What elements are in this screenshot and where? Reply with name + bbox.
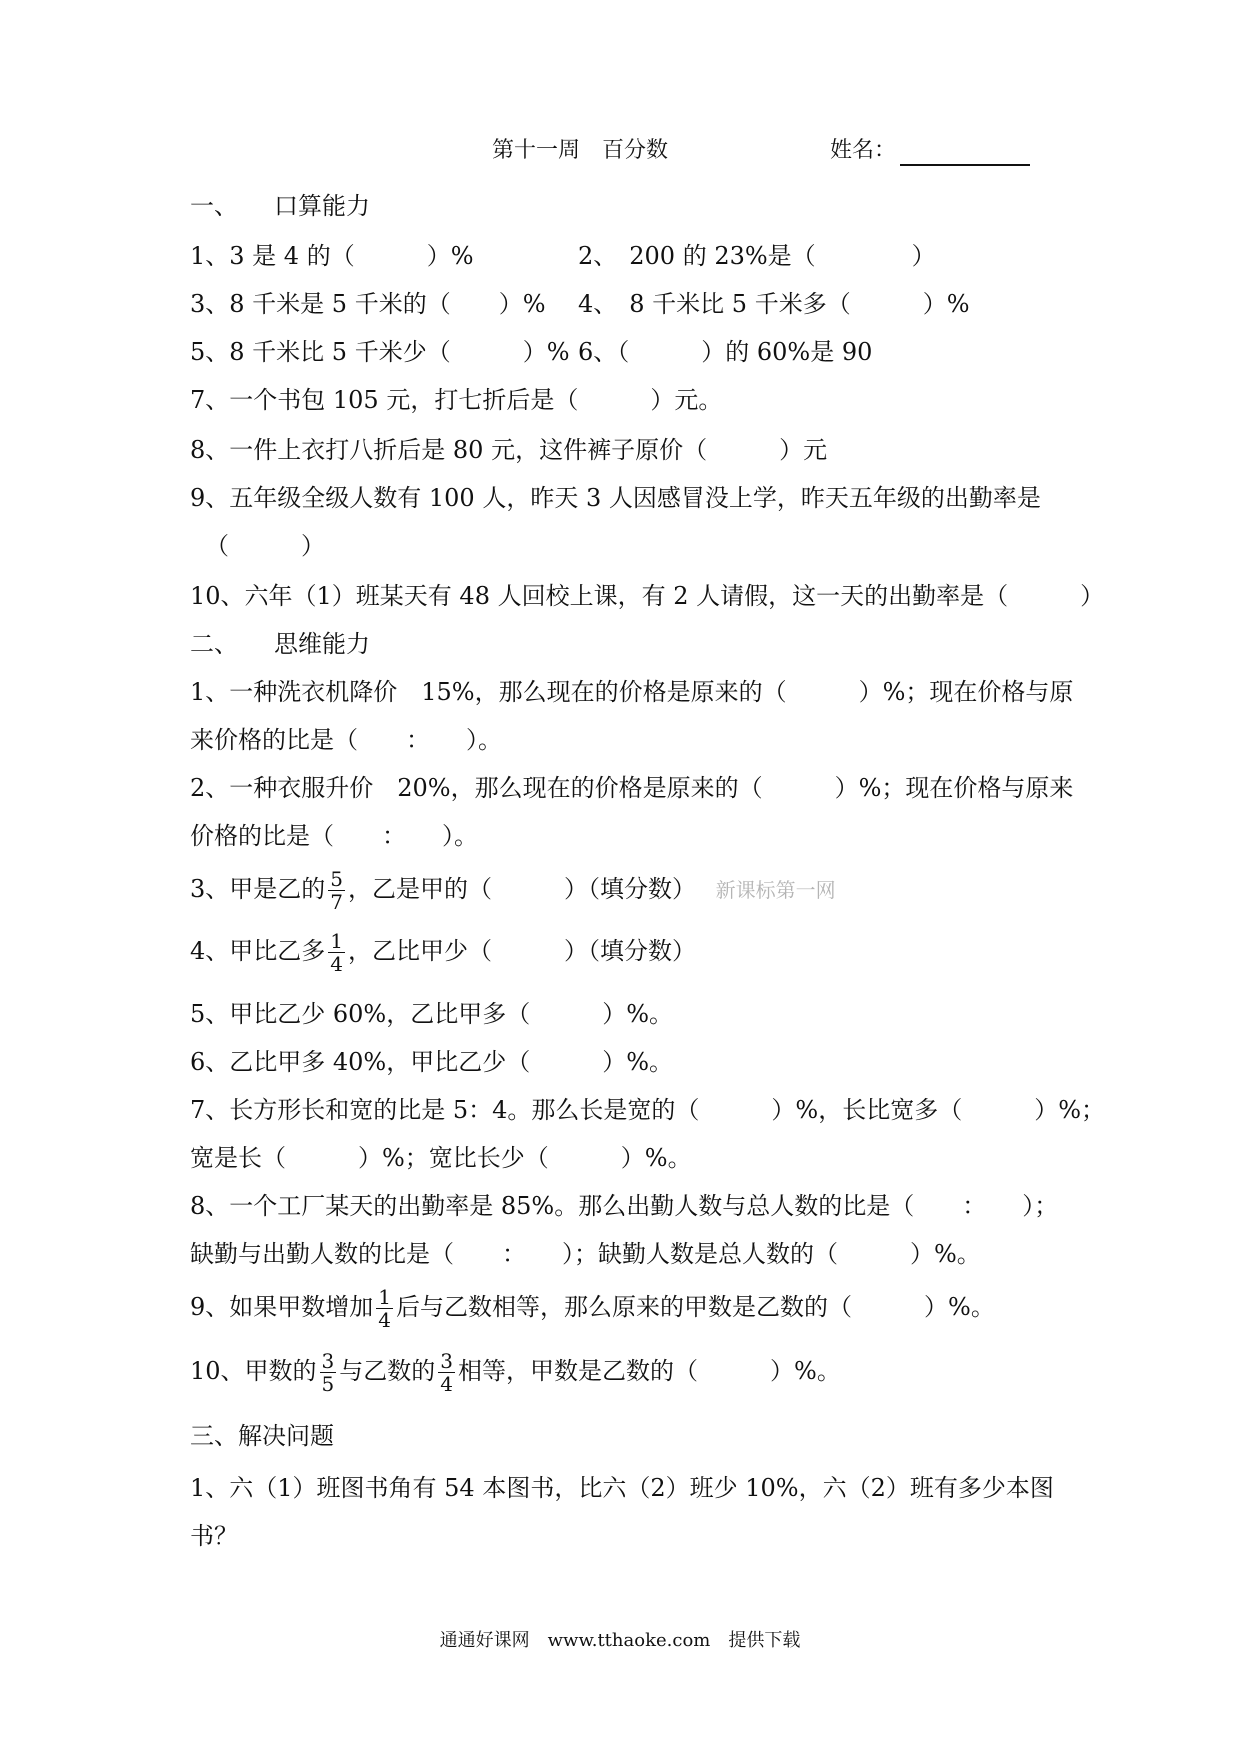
fraction-numerator: 3: [440, 1349, 454, 1373]
s1-question-2: 2、 200 的 23%是（ ）: [578, 242, 936, 270]
s1-question-6: 6、（ ）的 60%是 90: [578, 338, 873, 366]
fraction-numerator: 5: [330, 867, 344, 891]
s1-question-4: 4、 8 千米比 5 千米多（ ）%: [578, 290, 970, 318]
s2-q10-text-mid: 与乙数的: [339, 1357, 436, 1385]
section-3-title: 三、解决问题: [190, 1422, 334, 1450]
s2-question-6: 6、乙比甲多 40%，甲比乙少（ ）%。: [190, 1048, 674, 1076]
fraction-1-4: [376, 1286, 393, 1331]
s2-question-8: 8、一个工厂某天的出勤率是 85%。那么出勤人数与总人数的比是（ ： ）；: [190, 1192, 1059, 1220]
s2-question-4: [190, 930, 696, 975]
fraction-numerator: 3: [321, 1349, 335, 1373]
watermark-text: 新课标第一网: [715, 878, 836, 902]
s2-question-1: 1、一种洗衣机降价 15%，那么现在的价格是原来的（ ）%；现在价格与原: [190, 678, 1074, 706]
fraction-numerator: 1: [330, 929, 344, 953]
s1-question-7: 7、一个书包 105 元，打七折后是（ ）元。: [190, 386, 723, 414]
s2-question-7-cont: 宽是长（ ）%；宽比长少（ ）%。: [190, 1144, 692, 1172]
s2-question-7: 7、长方形长和宽的比是 5：4。那么长是宽的（ ）%，长比宽多（ ）%；: [190, 1096, 1106, 1124]
section-1-title: 一、 口算能力: [190, 192, 370, 220]
name-label: 姓名：: [830, 138, 897, 163]
section-2-title: 二、 思维能力: [190, 630, 370, 658]
s2-question-2: 2、一种衣服升价 20%，那么现在的价格是原来的（ ）%；现在价格与原来: [190, 774, 1074, 802]
s2-q9-text-post: 后与乙数相等，那么原来的甲数是乙数的（ ）%。: [396, 1293, 995, 1321]
fraction-denominator: 7: [330, 890, 344, 914]
s2-question-1-cont: 来价格的比是（ ： ）。: [190, 726, 502, 754]
page-title: 第十一周 百分数: [492, 138, 669, 163]
s2-question-5: 5、甲比乙少 60%，乙比甲多（ ）%。: [190, 1000, 674, 1028]
s1-question-1: 1、3 是 4 的（ ）%: [190, 242, 474, 270]
s2-q10-text-pre: 10、甲数的: [190, 1357, 317, 1385]
fraction-1-4: [328, 930, 345, 975]
s2-question-10: [190, 1350, 841, 1395]
s2-question-8-cont: 缺勤与出勤人数的比是（ ： ）；缺勤人数是总人数的（ ）%。: [190, 1240, 981, 1268]
s1-question-5: 5、8 千米比 5 千米少（ ）%: [190, 338, 570, 366]
s1-question-3: 3、8 千米是 5 千米的（ ）%: [190, 290, 546, 318]
s2-question-2-cont: 价格的比是（ ： ）。: [190, 822, 478, 850]
name-underline: [900, 142, 1030, 166]
fraction-denominator: 5: [321, 1372, 335, 1396]
s2-q3-text-post: ，乙是甲的（ ）（填分数）: [348, 875, 697, 903]
s2-question-3: [190, 868, 836, 913]
name-field[interactable]: [830, 136, 1030, 166]
s2-q4-text-pre: 4、甲比乙多: [190, 937, 326, 965]
s2-q10-text-post: 相等，甲数是乙数的（ ）%。: [458, 1357, 841, 1385]
s3-question-1-cont: 书？: [190, 1522, 238, 1550]
footer-text: 通通好课网 www.tthaoke.com 提供下载: [439, 1630, 801, 1651]
s1-question-9-blank: （ ）: [205, 532, 325, 560]
s2-question-9: [190, 1286, 995, 1331]
s3-question-1: 1、六（1）班图书角有 54 本图书，比六（2）班少 10%，六（2）班有多少本图: [190, 1474, 1054, 1502]
s2-q3-text-pre: 3、甲是乙的: [190, 875, 326, 903]
s1-question-8: 8、一件上衣打八折后是 80 元，这件裤子原价（ ）元: [190, 436, 828, 464]
s1-question-9: 9、五年级全级人数有 100 人，昨天 3 人因感冒没上学，昨天五年级的出勤率是: [190, 484, 1041, 512]
fraction-denominator: 4: [440, 1372, 454, 1396]
s1-question-10: 10、六年（1）班某天有 48 人回校上课，有 2 人请假，这一天的出勤率是（ ）: [190, 582, 1105, 610]
fraction-denominator: 4: [330, 952, 344, 976]
s2-q9-text-pre: 9、如果甲数增加: [190, 1293, 374, 1321]
fraction-numerator: 1: [378, 1285, 392, 1309]
fraction-3-5: [320, 1350, 337, 1395]
fraction-3-4: [438, 1350, 455, 1395]
fraction-5-7: [328, 868, 345, 913]
fraction-denominator: 4: [378, 1308, 392, 1332]
s2-q4-text-post: ，乙比甲少（ ）（填分数）: [348, 937, 697, 965]
